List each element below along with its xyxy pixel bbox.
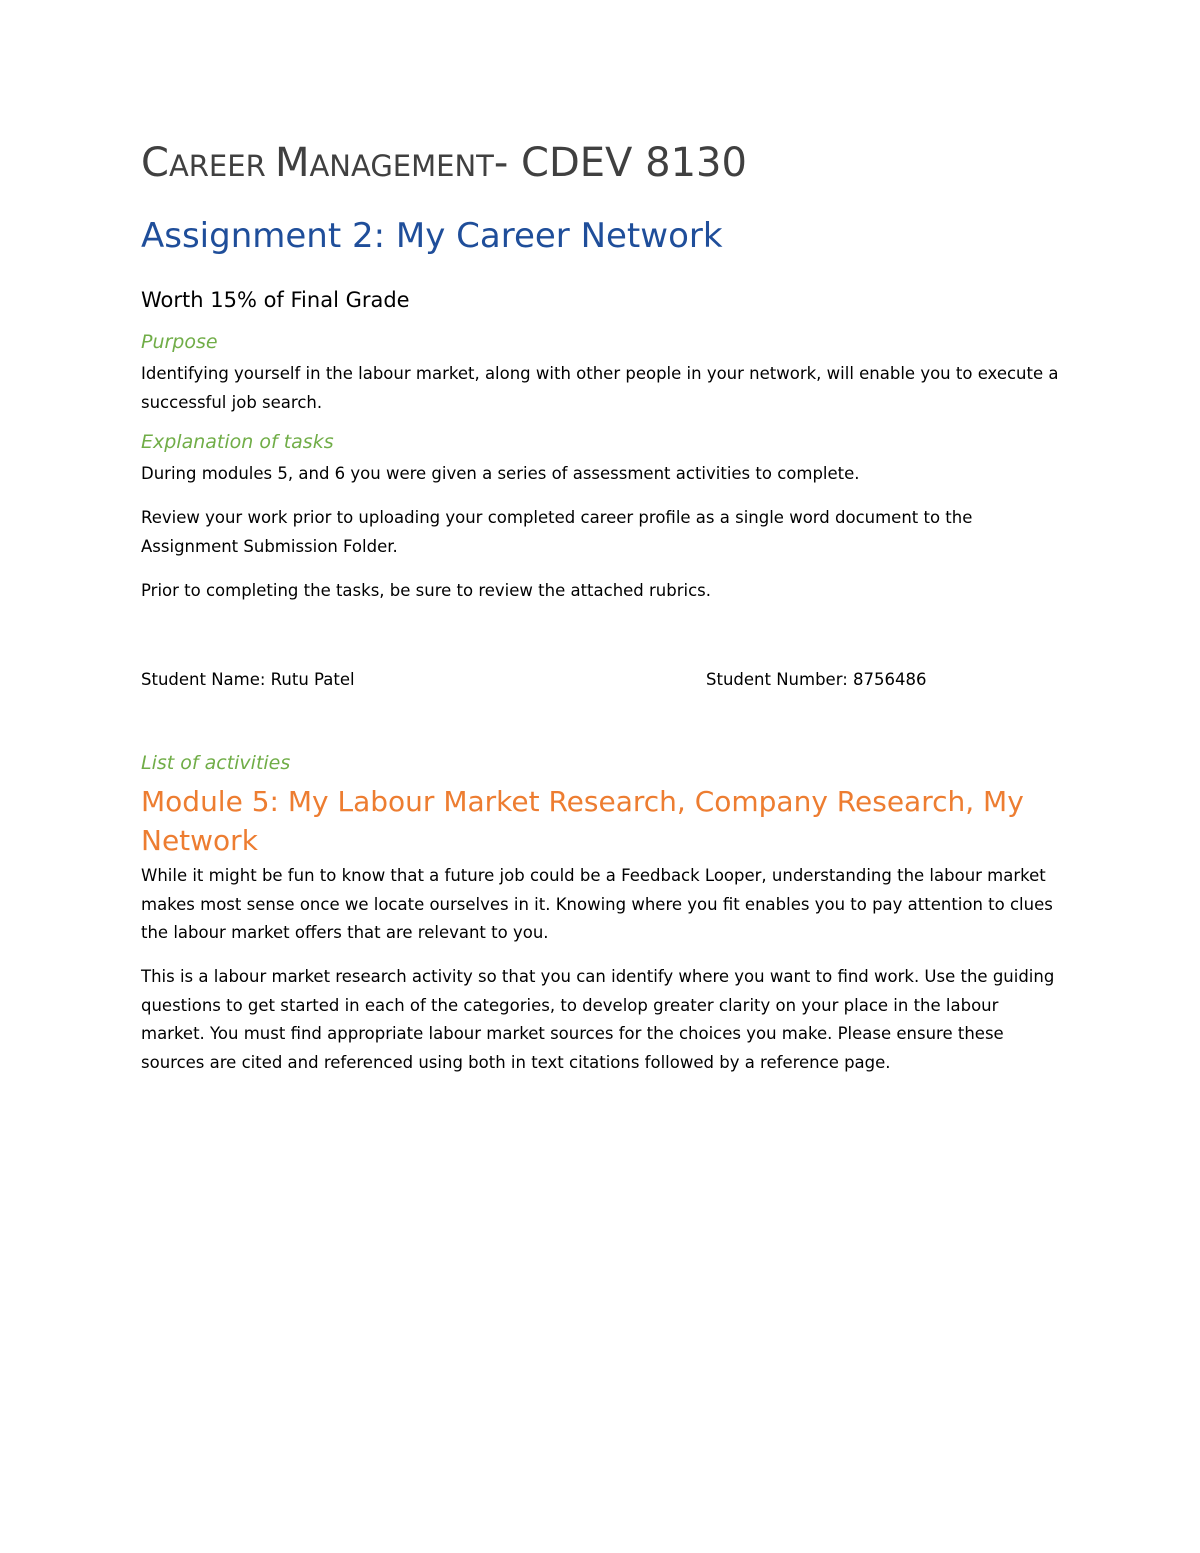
module-5-title: Module 5: My Labour Market Research, Company Research, My Network [141, 785, 1024, 857]
title-course-code: - CDEV 8130 [493, 140, 747, 186]
grade-weight: Worth 15% of Final Grade [141, 288, 410, 312]
explanation-paragraph-3: Prior to completing the tasks, be sure to review the attached rubrics. [141, 581, 712, 600]
module-5-paragraph-2: This is a labour market research activity so that you can identify where you want to find work. Use the guiding questions to get started in each of the categories, to develop greater clarity on your place in the labour market. You must find appropriate labour market sources for the choices you make. Please ensure these sources are cited and referenced using both in text citations followed by a reference page. [141, 967, 1055, 1072]
assignment-title: Assignment 2: My Career Network [141, 216, 723, 256]
purpose-heading: Purpose [141, 331, 218, 353]
purpose-text: Identifying yourself in the labour market, along with other people in your network, will enable you to execute a successful job search. [141, 364, 1059, 412]
title-word-career: AREER [168, 149, 275, 183]
student-number: Student Number: 8756486 [706, 670, 927, 689]
title-word-management: ANAGEMENT [309, 149, 494, 183]
course-title [141, 140, 747, 186]
title-initial-c: C [141, 140, 169, 186]
activities-heading: List of activities [141, 752, 291, 774]
student-name: Student Name: Rutu Patel [141, 670, 355, 689]
module-5-paragraph-1: While it might be fun to know that a future job could be a Feedback Looper, understanding the labour market makes most sense once we locate ourselves in it. Knowing where you fit enables you to pay attention to clues the labour market offers that are relevant to you. [141, 866, 1053, 942]
explanation-paragraph-2: Review your work prior to uploading your completed career profile as a single word document to the Assignment Submission Folder. [141, 508, 973, 556]
student-info-row [141, 666, 1061, 694]
title-initial-m: M [274, 140, 310, 186]
explanation-paragraph-1: During modules 5, and 6 you were given a series of assessment activities to complete. [141, 464, 860, 483]
explanation-heading: Explanation of tasks [141, 431, 334, 453]
